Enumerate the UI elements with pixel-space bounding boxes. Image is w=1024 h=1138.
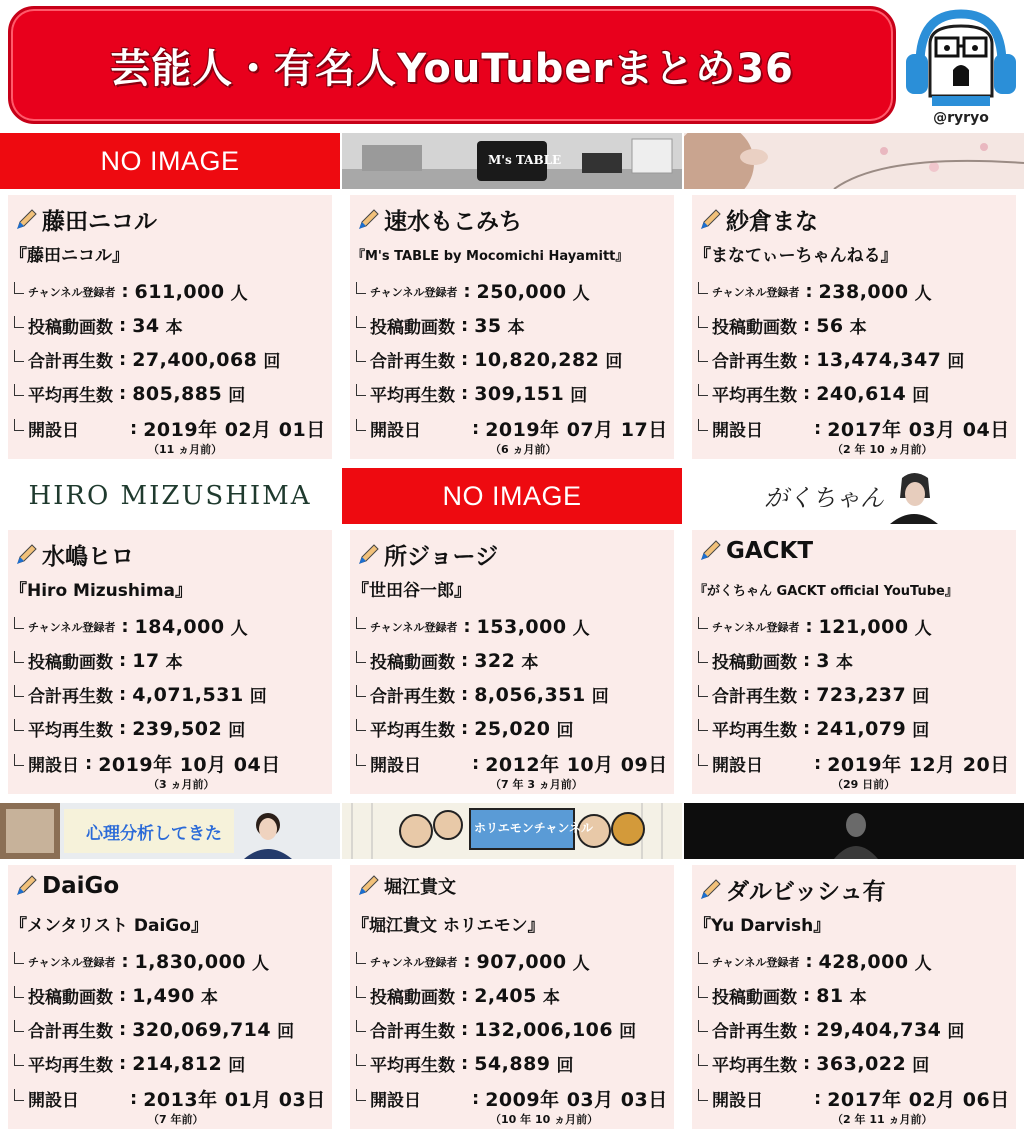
- videos-value: 34: [132, 314, 160, 337]
- total-views-label: 合計再生数: [28, 352, 113, 372]
- opened-label: 開設日: [370, 1091, 421, 1111]
- opened-label: 開設日: [28, 1091, 79, 1111]
- person-name: 藤田ニコル: [42, 209, 157, 235]
- header: [0, 0, 1024, 130]
- opened-date: 2013年 01月 03日: [143, 1089, 326, 1111]
- avg-views-value: 214,812: [132, 1052, 223, 1075]
- banner-image: [342, 803, 682, 859]
- card-hayami-mocomichi: [342, 133, 682, 465]
- total-views-value: 27,400,068: [132, 348, 258, 371]
- elapsed-time: （11 ヵ月前）: [148, 443, 223, 456]
- opened-label: 開設日: [712, 756, 763, 776]
- videos-value: 81: [816, 984, 844, 1007]
- opened-date: 2009年 03月 03日: [485, 1089, 668, 1111]
- videos-label: 投稿動画数: [370, 318, 455, 338]
- videos-value: 56: [816, 314, 844, 337]
- channel-name: 『Yu Darvish』: [694, 916, 831, 936]
- subscribers-value: 250,000: [476, 280, 567, 303]
- no-image-label: NO IMAGE: [442, 480, 582, 511]
- no-image-banner: [342, 468, 682, 524]
- writing-hand-icon: [14, 874, 38, 898]
- avg-views-label: 平均再生数: [712, 386, 797, 406]
- subscribers-label: チャンネル登録者: [370, 955, 458, 969]
- subscribers-label: チャンネル登録者: [28, 285, 116, 299]
- subscribers-label: チャンネル登録者: [28, 620, 116, 634]
- subscribers-value: 907,000: [476, 950, 567, 973]
- logo-handle: @ryryo: [933, 110, 989, 126]
- channel-name: 『がくちゃん GACKT official YouTube』: [694, 584, 958, 599]
- opened-date: 2019年 02月 01日: [143, 419, 326, 441]
- opened-date: 2012年 10月 09日: [485, 754, 668, 776]
- person-name: 所ジョージ: [384, 544, 499, 570]
- subscribers-value: 121,000: [818, 615, 909, 638]
- avg-views-label: 平均再生数: [370, 386, 455, 406]
- elapsed-time: （3 ヵ月前）: [148, 778, 215, 791]
- videos-value: 3: [816, 649, 830, 672]
- videos-label: 投稿動画数: [712, 318, 797, 338]
- avg-views-value: 240,614: [816, 382, 907, 405]
- no-image-label: NO IMAGE: [100, 145, 240, 176]
- info-panel: GACKT 『がくちゃん GACKT official YouTube』 チャンネル登録者 : 121,000 人 投稿動画数 : 3 本 合計再生数 : 723,237 回 平均再生数 : 241,079 回 開設日 : 2019年 12月 20日 （29 日前）: [692, 530, 1016, 794]
- avg-views-value: 805,885: [132, 382, 223, 405]
- banner-text: 心理分析してきた: [86, 824, 222, 844]
- channel-name: 『まなてぃーちゃんねる』: [694, 246, 898, 266]
- total-views-value: 10,820,282: [474, 348, 600, 371]
- total-views-value: 132,006,106: [474, 1018, 614, 1041]
- writing-hand-icon: [356, 208, 380, 232]
- total-views-value: 320,069,714: [132, 1018, 272, 1041]
- avg-views-value: 239,502: [132, 717, 223, 740]
- avg-views-value: 309,151: [474, 382, 565, 405]
- person-name: DaiGo: [42, 873, 120, 899]
- banner-image: [684, 133, 1024, 189]
- videos-value: 2,405: [474, 984, 537, 1007]
- portrait-image: [884, 468, 944, 524]
- videos-value: 1,490: [132, 984, 195, 1007]
- opened-label: 開設日: [712, 1091, 763, 1111]
- no-image-banner: [0, 133, 340, 189]
- channel-name: 『堀江貴文 ホリエモン』: [352, 916, 545, 936]
- avg-views-value: 54,889: [474, 1052, 551, 1075]
- opened-label: 開設日: [28, 421, 79, 441]
- subscribers-value: 153,000: [476, 615, 567, 638]
- info-panel: 堀江貴文 『堀江貴文 ホリエモン』 チャンネル登録者 : 907,000 人 投稿動画数 : 2,405 本 合計再生数 : 132,006,106 回 平均再生数 : 54,889 回 開設日 : 2009年 03月 03日 （10 年 10 ヵ月前）: [350, 865, 674, 1129]
- opened-label: 開設日: [28, 756, 79, 776]
- title-banner: [8, 6, 896, 124]
- card-darvish-yu: [684, 803, 1024, 1135]
- opened-date: 2017年 03月 04日: [827, 419, 1010, 441]
- opened-label: 開設日: [712, 421, 763, 441]
- banner-image: [684, 468, 1024, 524]
- writing-hand-icon: [14, 543, 38, 567]
- videos-label: 投稿動画数: [28, 988, 113, 1008]
- info-panel: 所ジョージ 『世田谷一郎』 チャンネル登録者 : 153,000 人 投稿動画数 : 322 本 合計再生数 : 8,056,351 回 平均再生数 : 25,020 回 開設日 : 2012年 10月 09日 （7 年 3 ヵ月前）: [350, 530, 674, 794]
- writing-hand-icon: [698, 878, 722, 902]
- subscribers-value: 184,000: [134, 615, 225, 638]
- elapsed-time: （2 年 11 ヵ月前）: [832, 1113, 933, 1126]
- elapsed-time: （6 ヵ月前）: [490, 443, 557, 456]
- banner-text: ホリエモンチャンネル: [474, 821, 594, 835]
- card-gackt: [684, 468, 1024, 800]
- opened-label: 開設日: [370, 756, 421, 776]
- card-daigo: [0, 803, 340, 1135]
- person-name: 紗倉まな: [726, 209, 818, 235]
- subscribers-value: 1,830,000: [134, 950, 247, 973]
- subscribers-label: チャンネル登録者: [370, 285, 458, 299]
- writing-hand-icon: [14, 208, 38, 232]
- videos-label: 投稿動画数: [28, 318, 113, 338]
- ryryo-logo: [902, 4, 1020, 128]
- subscribers-value: 428,000: [818, 950, 909, 973]
- person-name: 堀江貴文: [384, 877, 456, 898]
- info-panel: 速水もこみち 『M's TABLE by Mocomichi Hayamitt』 チャンネル登録者 : 250,000 人 投稿動画数 : 35 本 合計再生数 : 10,820,282 回 平均再生数 : 309,151 回 開設日 : 2019年 07月 17日 （6 ヵ月前）: [350, 195, 674, 459]
- channel-name: 『メンタリスト DaiGo』: [10, 916, 208, 936]
- subscribers-value: 611,000: [134, 280, 225, 303]
- banner-image: [0, 468, 340, 524]
- total-views-value: 4,071,531: [132, 683, 244, 706]
- banner-image: [342, 133, 682, 189]
- avg-views-label: 平均再生数: [712, 721, 797, 741]
- card-mizushima-hiro: [0, 468, 340, 800]
- person-name: 速水もこみち: [384, 209, 522, 235]
- writing-hand-icon: [698, 539, 722, 563]
- avg-views-label: 平均再生数: [370, 1056, 455, 1076]
- card-tokoro-george: [342, 468, 682, 800]
- card-fujita-nicole: [0, 133, 340, 465]
- opened-date: 2019年 07月 17日: [485, 419, 668, 441]
- channel-name: 『世田谷一郎』: [352, 581, 471, 601]
- channel-name: 『M's TABLE by Mocomichi Hayamitt』: [352, 249, 629, 264]
- opened-date: 2019年 10月 04日: [98, 754, 281, 776]
- opened-date: 2019年 12月 20日: [827, 754, 1010, 776]
- total-views-label: 合計再生数: [712, 687, 797, 707]
- elapsed-time: （29 日前）: [832, 778, 896, 791]
- info-panel: 紗倉まな 『まなてぃーちゃんねる』 チャンネル登録者 : 238,000 人 投稿動画数 : 56 本 合計再生数 : 13,474,347 回 平均再生数 : 240,614 回 開設日 : 2017年 03月 04日 （2 年 10 ヵ月前）: [692, 195, 1016, 459]
- card-sakura-mana: [684, 133, 1024, 465]
- videos-label: 投稿動画数: [712, 653, 797, 673]
- total-views-label: 合計再生数: [370, 687, 455, 707]
- writing-hand-icon: [356, 543, 380, 567]
- total-views-label: 合計再生数: [370, 352, 455, 372]
- subscribers-label: チャンネル登録者: [28, 955, 116, 969]
- avg-views-label: 平均再生数: [28, 1056, 113, 1076]
- opened-date: 2017年 02月 06日: [827, 1089, 1010, 1111]
- person-name: 水嶋ヒロ: [42, 544, 134, 570]
- elapsed-time: （7 年 3 ヵ月前）: [490, 778, 583, 791]
- info-panel: ダルビッシュ有 『Yu Darvish』 チャンネル登録者 : 428,000 人 投稿動画数 : 81 本 合計再生数 : 29,404,734 回 平均再生数 : 363,022 回 開設日 : 2017年 02月 06日 （2 年 11 ヵ月前）: [692, 865, 1016, 1129]
- subscribers-label: チャンネル登録者: [370, 620, 458, 634]
- subscribers-label: チャンネル登録者: [712, 620, 800, 634]
- total-views-label: 合計再生数: [28, 687, 113, 707]
- person-name: GACKT: [726, 538, 814, 564]
- channel-name: 『Hiro Mizushima』: [10, 581, 193, 601]
- headphone-face-icon: [902, 4, 1020, 108]
- banner-image: [0, 803, 340, 859]
- opened-label: 開設日: [370, 421, 421, 441]
- total-views-label: 合計再生数: [28, 1022, 113, 1042]
- videos-value: 17: [132, 649, 160, 672]
- avg-views-label: 平均再生数: [712, 1056, 797, 1076]
- channel-name: 『藤田ニコル』: [10, 246, 129, 266]
- total-views-label: 合計再生数: [712, 352, 797, 372]
- banner-text: M's TABLE: [488, 153, 562, 167]
- banner-text: HIRO MIZUSHIMA: [28, 481, 312, 511]
- avg-views-value: 25,020: [474, 717, 551, 740]
- subscribers-label: チャンネル登録者: [712, 285, 800, 299]
- total-views-label: 合計再生数: [712, 1022, 797, 1042]
- writing-hand-icon: [356, 874, 380, 898]
- avg-views-label: 平均再生数: [28, 386, 113, 406]
- person-name: ダルビッシュ有: [726, 879, 886, 905]
- videos-label: 投稿動画数: [712, 988, 797, 1008]
- avg-views-value: 363,022: [816, 1052, 907, 1075]
- videos-label: 投稿動画数: [370, 988, 455, 1008]
- avg-views-label: 平均再生数: [370, 721, 455, 741]
- videos-label: 投稿動画数: [370, 653, 455, 673]
- avg-views-label: 平均再生数: [28, 721, 113, 741]
- elapsed-time: （2 年 10 ヵ月前）: [832, 443, 933, 456]
- writing-hand-icon: [698, 208, 722, 232]
- subscribers-value: 238,000: [818, 280, 909, 303]
- info-panel: DaiGo 『メンタリスト DaiGo』 チャンネル登録者 : 1,830,000 人 投稿動画数 : 1,490 本 合計再生数 : 320,069,714 回 平均再生数 : 214,812 回 開設日 : 2013年 01月 03日 （7 年前）: [8, 865, 332, 1129]
- total-views-value: 13,474,347: [816, 348, 942, 371]
- card-horie-takafumi: [342, 803, 682, 1135]
- elapsed-time: （7 年前）: [148, 1113, 204, 1126]
- videos-label: 投稿動画数: [28, 653, 113, 673]
- banner-text: がくちゃん: [764, 484, 884, 512]
- videos-value: 35: [474, 314, 502, 337]
- videos-value: 322: [474, 649, 516, 672]
- subscribers-label: チャンネル登録者: [712, 955, 800, 969]
- total-views-value: 29,404,734: [816, 1018, 942, 1041]
- info-panel: 藤田ニコル 『藤田ニコル』 チャンネル登録者 : 611,000 人 投稿動画数 : 34 本 合計再生数 : 27,400,068 回 平均再生数 : 805,885 回 開設日 : 2019年 02月 01日 （11 ヵ月前）: [8, 195, 332, 459]
- page-title: 芸能人・有名人YouTuberまとめ36: [110, 45, 794, 92]
- total-views-label: 合計再生数: [370, 1022, 455, 1042]
- total-views-value: 723,237: [816, 683, 907, 706]
- info-panel: 水嶋ヒロ 『Hiro Mizushima』 チャンネル登録者 : 184,000 人 投稿動画数 : 17 本 合計再生数 : 4,071,531 回 平均再生数 : 239,502 回 開設日 : 2019年 10月 04日 （3 ヵ月前）: [8, 530, 332, 794]
- avg-views-value: 241,079: [816, 717, 907, 740]
- total-views-value: 8,056,351: [474, 683, 586, 706]
- banner-image: [684, 803, 1024, 859]
- elapsed-time: （10 年 10 ヵ月前）: [490, 1113, 599, 1126]
